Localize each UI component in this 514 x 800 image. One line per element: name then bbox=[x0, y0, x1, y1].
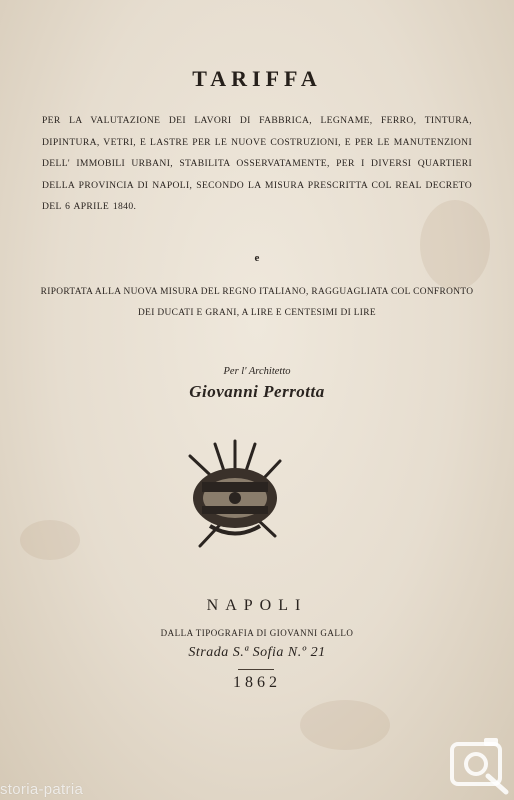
foxing-stain bbox=[300, 700, 390, 750]
title-description: PER LA VALUTAZIONE DEI LAVORI DI FABBRICA, LEGNAME, FERRO, TINTURA, DIPINTURA, VETRI, E LASTRE PER LE NUOVE COSTRUZIONI, E PER LE MANUTENZIONI DELL' IMMOBILI URBANI, STABILITA OSSERVATAMENTE, PER I DIVERSI QUARTIERI DELLA PROVINCIA DI NAPOLI, SECONDO LA MISURA PRESCRITTA COL REAL DECRETO DEL 6 APRILE 1840. bbox=[42, 115, 472, 212]
title-description-2: RIPORTATA ALLA NUOVA MISURA DEL REGNO ITALIANO, RAGGUAGLIATA COL CONFRONTO DEI DUCATI E GRANI, A LIRE E CENTESIMI DI LIRE bbox=[40, 287, 474, 318]
camera-stamp-icon bbox=[448, 734, 510, 796]
page-title: TARIFFA bbox=[192, 66, 322, 91]
imprint-year: 1862 bbox=[233, 674, 281, 691]
imprint-city: NAPOLI bbox=[206, 597, 308, 614]
watermark-text: storia-patria bbox=[0, 781, 84, 798]
author-prefix: Per l' Architetto bbox=[223, 366, 291, 377]
divider bbox=[238, 669, 274, 670]
foxing-stain bbox=[20, 520, 80, 560]
author-name: Giovanni Perrotta bbox=[189, 382, 325, 401]
imprint-street: Strada S.ª Sofia N.º 21 bbox=[188, 645, 326, 660]
printer-emblem-icon bbox=[180, 436, 290, 556]
conjunction: e bbox=[254, 252, 260, 264]
imprint-printer: DALLA TIPOGRAFIA DI GIOVANNI GALLO bbox=[160, 628, 354, 638]
